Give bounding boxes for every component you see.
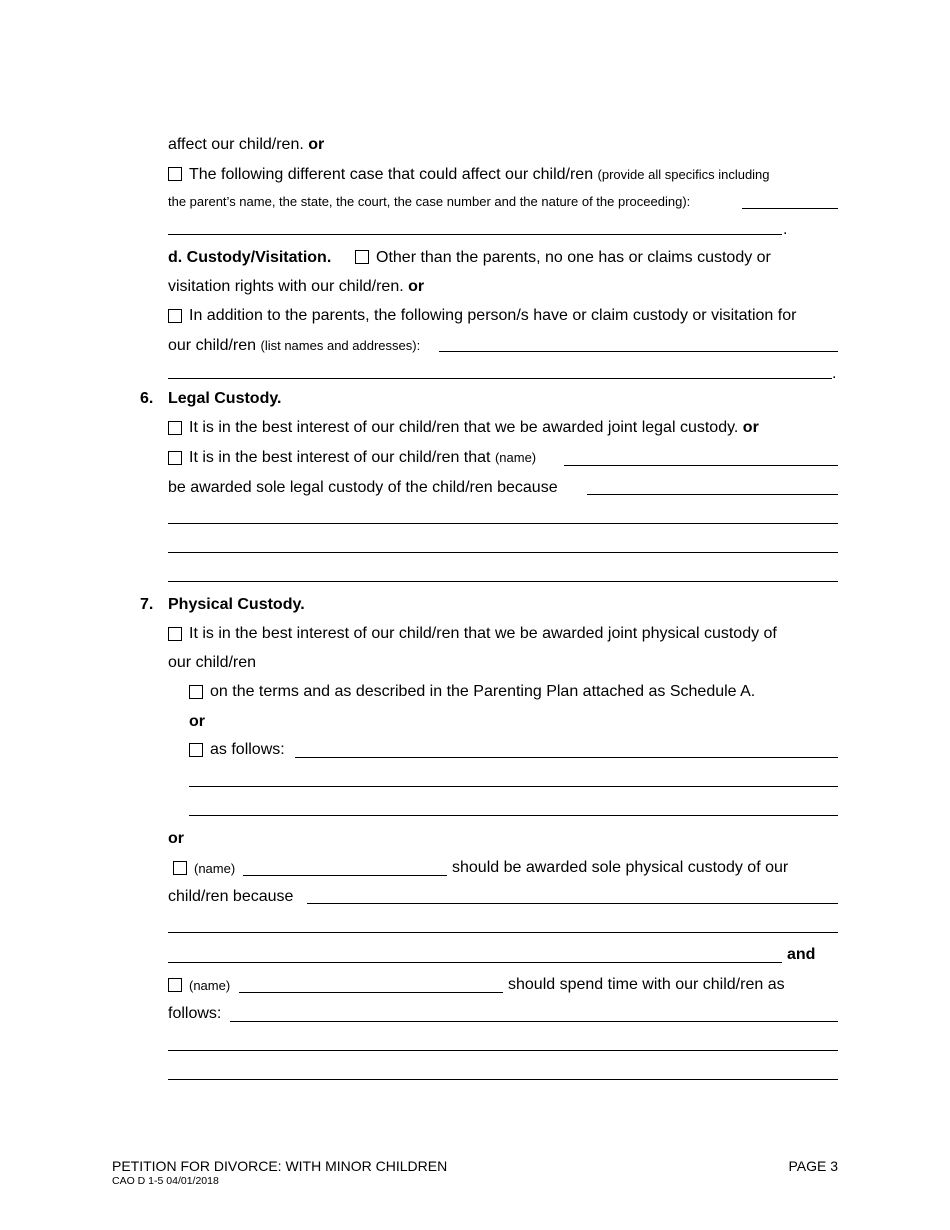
sole-legal-reason-line-2[interactable] (168, 523, 838, 524)
follows-label: follows: (168, 1005, 222, 1022)
sole-legal-checkbox[interactable] (168, 451, 182, 465)
or-connector: or (742, 419, 759, 436)
other-persons-label: In addition to the parents, the following person/s have or claim custody or visitation for (189, 307, 797, 324)
different-case-label: The following different case that could affect our child/ren (provide all specifics including (189, 166, 770, 183)
joint-physical-checkbox[interactable] (168, 627, 182, 641)
spend-time-label: should spend time with our child/ren as (508, 976, 785, 993)
spend-time-checkbox[interactable] (168, 978, 182, 992)
period: . (783, 221, 788, 238)
as-follows-line[interactable] (295, 757, 838, 758)
physical-custody-heading: Physical Custody. (168, 596, 305, 613)
or-connector: or (308, 136, 325, 153)
name-note: (name) (189, 978, 231, 993)
legal-custody-heading: Legal Custody. (168, 390, 282, 407)
or-connector: or (189, 713, 205, 730)
follows-line[interactable] (230, 1021, 838, 1022)
sole-legal-reason-line[interactable] (587, 494, 838, 495)
as-follows-label: as follows: (210, 741, 285, 758)
different-case-note: the parent’s name, the state, the court, the case number and the nature of the proceeding): (168, 194, 691, 209)
follows-line-2[interactable] (168, 1050, 838, 1051)
page-number: PAGE 3 (788, 1158, 838, 1174)
no-one-else-checkbox[interactable] (355, 250, 369, 264)
joint-legal-label: It is in the best interest of our child/ren that we be awarded joint legal custody. or (189, 419, 759, 436)
other-persons-input-line[interactable] (439, 351, 838, 352)
as-follows-checkbox[interactable] (189, 743, 203, 757)
footer-title: PETITION FOR DIVORCE: WITH MINOR CHILDREN (112, 1158, 448, 1174)
section-number: 6. (140, 390, 154, 407)
or-connector: or (168, 830, 184, 847)
section-number: 7. (140, 596, 154, 613)
other-persons-checkbox[interactable] (168, 309, 182, 323)
different-case-input-line-2[interactable] (168, 234, 782, 235)
parenting-plan-label: on the terms and as described in the Parenting Plan attached as Schedule A. (210, 683, 756, 700)
because-label: child/ren because (168, 888, 294, 905)
because-line-2[interactable] (168, 932, 838, 933)
sole-physical-name-line[interactable] (243, 875, 447, 876)
period: . (832, 365, 837, 382)
footer-form-code: CAO D 1-5 04/01/2018 (112, 1175, 219, 1187)
sole-legal-name-line[interactable] (564, 465, 838, 466)
or-connector: or (408, 278, 425, 295)
sole-physical-checkbox[interactable] (173, 861, 187, 875)
sole-legal-label-cont: be awarded sole legal custody of the child/ren because (168, 479, 558, 496)
other-persons-label-cont: our child/ren (list names and addresses): (168, 337, 421, 354)
text-line: affect our child/ren. or (168, 136, 325, 153)
no-one-else-label: Other than the parents, no one has or claims custody or (376, 249, 771, 266)
name-note: (name) (194, 861, 236, 876)
different-case-checkbox[interactable] (168, 167, 182, 181)
different-case-input-line[interactable] (742, 208, 838, 209)
sole-legal-reason-line-4[interactable] (168, 581, 838, 582)
as-follows-line-3[interactable] (189, 815, 838, 816)
other-persons-input-line-2[interactable] (168, 378, 832, 379)
because-line-3[interactable] (168, 962, 782, 963)
parenting-plan-checkbox[interactable] (189, 685, 203, 699)
sole-legal-reason-line-3[interactable] (168, 552, 838, 553)
because-line[interactable] (307, 903, 838, 904)
and-connector: and (787, 946, 816, 963)
as-follows-line-2[interactable] (189, 786, 838, 787)
follows-line-3[interactable] (168, 1079, 838, 1080)
joint-physical-label: It is in the best interest of our child/ren that we be awarded joint physical custody of (189, 625, 777, 642)
no-one-else-label-cont: visitation rights with our child/ren. or (168, 278, 425, 295)
joint-physical-label-cont: our child/ren (168, 654, 257, 671)
sole-legal-label: It is in the best interest of our child/ren that (name) (189, 449, 537, 466)
joint-legal-checkbox[interactable] (168, 421, 182, 435)
custody-visitation-heading: d. Custody/Visitation. (168, 249, 332, 266)
spend-time-name-line[interactable] (239, 992, 503, 993)
sole-physical-label: should be awarded sole physical custody of our (452, 859, 789, 876)
